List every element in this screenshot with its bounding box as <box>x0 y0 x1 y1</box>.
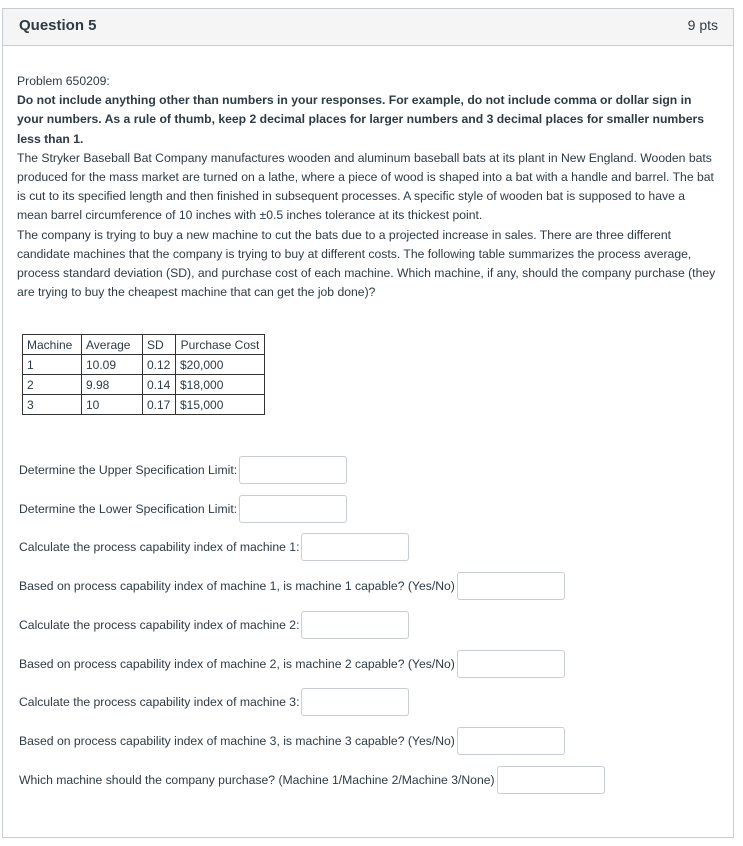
capable-machine-2-input[interactable] <box>457 650 565 678</box>
table-cell: 1 <box>23 355 82 375</box>
table-header-cell: Average <box>82 335 143 355</box>
lsl-input[interactable] <box>239 495 347 523</box>
usl-label: Determine the Upper Specification Limit: <box>19 463 238 477</box>
question-body <box>17 72 717 302</box>
purchase-choice-label: Which machine should the company purchase? (Machine 1/Machine 2/Machine 3/None) <box>19 773 495 787</box>
cpk-machine-2-row <box>19 611 409 639</box>
problem-id: Problem 650209: <box>17 74 110 88</box>
table-header-row <box>23 335 265 355</box>
cpk-machine-2-label: Calculate the process capability index of machine 2: <box>19 618 300 632</box>
question-title: Question 5 <box>19 17 97 34</box>
cpk-machine-2-input[interactable] <box>301 611 409 639</box>
capable-machine-1-input[interactable] <box>457 572 565 600</box>
table-cell: 0.12 <box>143 355 176 375</box>
table-row <box>23 395 265 415</box>
problem-paragraph-1: The Stryker Baseball Bat Company manufactures wooden and aluminum baseball bats at its plant in New England. Wooden bats produced for the mass market are turned on a lathe, where a piece of wood is shaped into a bat with a handle and barrel. The bat is cut to its specified length and then finished in subsequent processes. A specific style of wooden bat is supposed to have a mean barrel circumference of 10 inches with ±0.5 inches tolerance at its thickest point. <box>17 150 714 223</box>
table-cell: 0.14 <box>143 375 176 395</box>
cpk-machine-1-input[interactable] <box>301 533 409 561</box>
table-cell: $20,000 <box>176 355 265 375</box>
cpk-machine-3-row <box>19 688 409 716</box>
usl-row <box>19 456 347 484</box>
purchase-choice-input[interactable] <box>497 766 605 794</box>
table-cell: $18,000 <box>176 375 265 395</box>
table-row <box>23 375 265 395</box>
cpk-machine-1-label: Calculate the process capability index of machine 1: <box>19 540 300 554</box>
lsl-label: Determine the Lower Specification Limit: <box>19 502 238 516</box>
table-header-cell: Purchase Cost <box>176 335 265 355</box>
capable-machine-3-label: Based on process capability index of machine 3, is machine 3 capable? (Yes/No) <box>19 734 455 748</box>
capable-machine-2-label: Based on process capability index of machine 2, is machine 2 capable? (Yes/No) <box>19 657 455 671</box>
problem-instructions: Do not include anything other than numbers in your responses. For example, do not include comma or dollar sign in your numbers. As a rule of thumb, keep 2 decimal places for larger numbers and 3 decimal places for smaller numbers less than 1. <box>17 93 705 146</box>
machine-table <box>22 334 265 415</box>
table-cell: 9.98 <box>82 375 143 395</box>
cpk-machine-1-row <box>19 533 409 561</box>
question-points: 9 pts <box>687 17 718 33</box>
table-cell: 0.17 <box>143 395 176 415</box>
cpk-machine-3-input[interactable] <box>301 688 409 716</box>
table-cell: $15,000 <box>176 395 265 415</box>
table-cell: 10 <box>82 395 143 415</box>
table-header-cell: SD <box>143 335 176 355</box>
table-header-cell: Machine <box>23 335 82 355</box>
table-row <box>23 355 265 375</box>
capable-machine-1-label: Based on process capability index of machine 1, is machine 1 capable? (Yes/No) <box>19 579 455 593</box>
table-cell: 10.09 <box>82 355 143 375</box>
table-cell: 2 <box>23 375 82 395</box>
capable-machine-1-row <box>19 572 565 600</box>
usl-input[interactable] <box>239 456 347 484</box>
cpk-machine-3-label: Calculate the process capability index of machine 3: <box>19 695 300 709</box>
table-cell: 3 <box>23 395 82 415</box>
problem-paragraph-2: The company is trying to buy a new machine to cut the bats due to a projected increase in sales. There are three different candidate machines that the company is trying to buy at different costs. The following table summarizes the process average, process standard deviation (SD), and purchase cost of each machine. Which machine, if any, should the company purchase (they are trying to buy the cheapest machine that can get the job done)? <box>17 227 716 300</box>
capable-machine-2-row <box>19 650 565 678</box>
purchase-choice-row <box>19 766 605 794</box>
question-header <box>3 9 733 46</box>
lsl-row <box>19 495 347 523</box>
capable-machine-3-input[interactable] <box>457 727 565 755</box>
capable-machine-3-row <box>19 727 565 755</box>
